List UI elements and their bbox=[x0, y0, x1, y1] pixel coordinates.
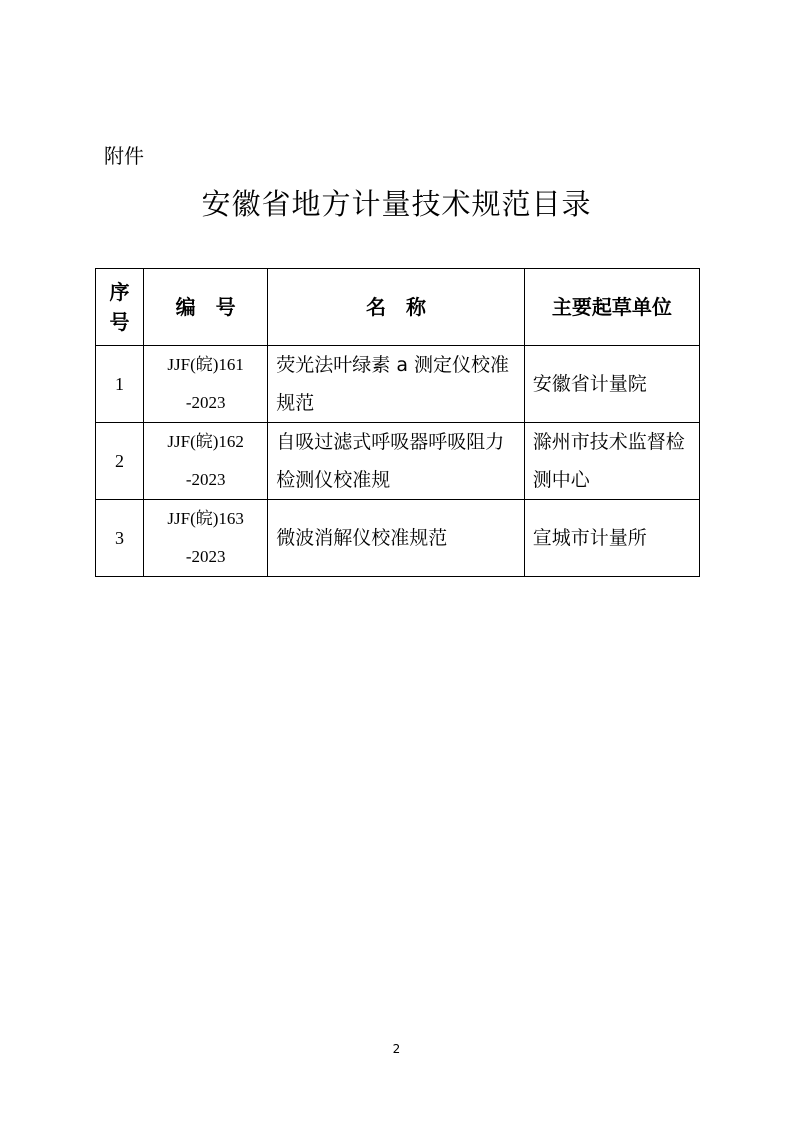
table-row bbox=[96, 346, 700, 423]
row-code-line2: -2023 bbox=[185, 393, 226, 412]
row-code-line1: JJF(皖)162 bbox=[167, 432, 244, 451]
header-seq-line1: 序 bbox=[109, 280, 130, 304]
row-code-line1: JJF(皖)161 bbox=[167, 355, 244, 374]
row-seq: 1 bbox=[96, 346, 144, 423]
table-row bbox=[96, 500, 700, 577]
header-unit: 主要起草单位 bbox=[524, 269, 699, 346]
row-code-line2: -2023 bbox=[185, 470, 226, 489]
row-name: 荧光法叶绿素 a 测定仪校准规范 bbox=[268, 346, 524, 423]
header-seq-line2: 号 bbox=[109, 310, 130, 334]
row-code bbox=[144, 423, 268, 500]
header-seq bbox=[96, 269, 144, 346]
row-code bbox=[144, 500, 268, 577]
row-seq: 2 bbox=[96, 423, 144, 500]
row-seq: 3 bbox=[96, 500, 144, 577]
table-row bbox=[96, 423, 700, 500]
table-header-row bbox=[96, 269, 700, 346]
row-code bbox=[144, 346, 268, 423]
header-name: 名 称 bbox=[268, 269, 524, 346]
standards-catalog-table bbox=[95, 268, 700, 577]
row-unit: 滁州市技术监督检测中心 bbox=[524, 423, 699, 500]
page-number: 2 bbox=[392, 1042, 401, 1056]
row-unit: 宣城市计量所 bbox=[524, 500, 699, 577]
row-code-line1: JJF(皖)163 bbox=[167, 509, 244, 528]
header-code: 编 号 bbox=[144, 269, 268, 346]
document-title: 安徽省地方计量技术规范目录 bbox=[201, 187, 592, 221]
row-unit: 安徽省计量院 bbox=[524, 346, 699, 423]
row-name: 微波消解仪校准规范 bbox=[268, 500, 524, 577]
row-code-line2: -2023 bbox=[185, 547, 226, 566]
row-name: 自吸过滤式呼吸器呼吸阻力检测仪校准规 bbox=[268, 423, 524, 500]
attachment-label: 附件 bbox=[104, 144, 144, 168]
